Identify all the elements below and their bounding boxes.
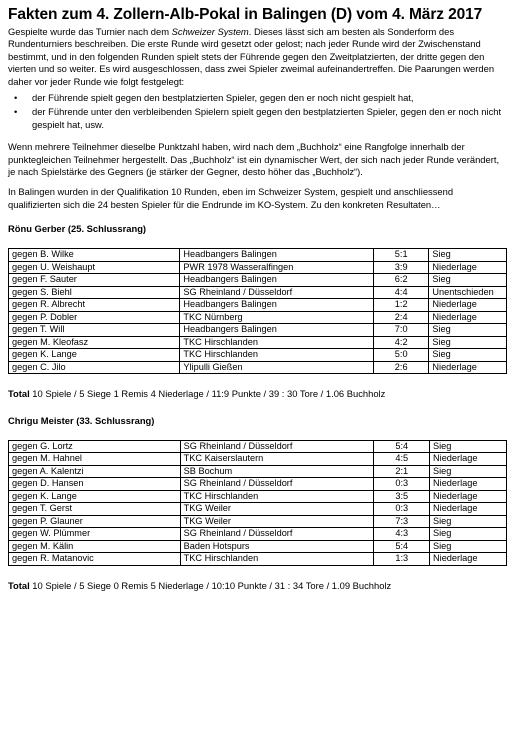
score-cell: 2:1: [374, 465, 430, 478]
table-row: [9, 515, 507, 528]
total-line-gerber: [8, 388, 507, 400]
opponent-cell: gegen M. Kälin: [9, 540, 181, 553]
table-row: [9, 440, 507, 453]
table-row: [9, 249, 507, 262]
list-item: • der Führende unter den verbleibenden Spielern spielt gegen den bestplatzierten Spieler, gegen den er noch nicht gespielt hat, usw.: [8, 106, 507, 131]
opponent-cell: gegen R. Matanovic: [9, 553, 181, 566]
club-cell: TKC Hirschlanden: [180, 349, 374, 362]
opponent-cell: gegen M. Kleofasz: [9, 336, 180, 349]
total-text: 10 Spiele / 5 Siege 1 Remis 4 Niederlage / 11:9 Punkte / 39 : 30 Tore / 1.06 Buchholz: [29, 388, 386, 400]
result-cell: Sieg: [429, 324, 507, 337]
opponent-cell: gegen K. Lange: [9, 349, 180, 362]
opponent-cell: gegen F. Sauter: [9, 274, 180, 287]
opponent-cell: gegen W. Plümmer: [9, 528, 181, 541]
result-cell: Sieg: [429, 336, 507, 349]
result-cell: Sieg: [430, 515, 507, 528]
result-cell: Unentschieden: [429, 286, 507, 299]
club-cell: SG Rheinland / Düsseldorf: [180, 478, 374, 491]
list-item: • der Führende spielt gegen den bestplatzierten Spieler, gegen den er noch nicht gespielt hat,: [8, 92, 507, 104]
opponent-cell: gegen U. Weishaupt: [9, 261, 180, 274]
player-heading-gerber: Rönu Gerber (25. Schlussrang): [8, 223, 147, 235]
score-cell: 5:4: [374, 440, 430, 453]
opponent-cell: gegen T. Gerst: [9, 503, 181, 516]
club-cell: SG Rheinland / Düsseldorf: [180, 286, 374, 299]
club-cell: Headbangers Balingen: [180, 249, 374, 262]
opponent-cell: gegen M. Hahnel: [9, 453, 181, 466]
score-cell: 4:4: [373, 286, 428, 299]
table-row: [9, 274, 507, 287]
opponent-cell: gegen S. Biehl: [9, 286, 180, 299]
score-cell: 5:0: [373, 349, 428, 362]
club-cell: SG Rheinland / Düsseldorf: [180, 528, 374, 541]
club-cell: TKG Weiler: [180, 503, 374, 516]
result-cell: Niederlage: [429, 311, 507, 324]
score-cell: 2:6: [373, 361, 428, 374]
opponent-cell: gegen T. Will: [9, 324, 180, 337]
club-cell: Headbangers Balingen: [180, 324, 374, 337]
score-cell: 1:2: [373, 299, 428, 312]
club-cell: SG Rheinland / Düsseldorf: [180, 440, 374, 453]
opponent-cell: gegen B. Wilke: [9, 249, 180, 262]
opponent-cell: gegen G. Lortz: [9, 440, 181, 453]
result-cell: Sieg: [430, 440, 507, 453]
total-label: Total: [8, 388, 30, 400]
club-cell: Headbangers Balingen: [180, 299, 374, 312]
result-cell: Sieg: [430, 528, 507, 541]
table-row: [9, 324, 507, 337]
table-row: [9, 478, 507, 491]
total-text: 10 Spiele / 5 Siege 0 Remis 5 Niederlage / 10:10 Punkte / 31 : 34 Tore / 1.09 Buchholz: [29, 579, 392, 591]
intro-text-start: Gespielte wurde das Turnier nach dem: [8, 26, 172, 37]
score-cell: 4:5: [374, 453, 430, 466]
club-cell: Baden Hotspurs: [180, 540, 374, 553]
result-cell: Sieg: [429, 249, 507, 262]
table-row: [9, 503, 507, 516]
result-cell: Niederlage: [430, 490, 507, 503]
opponent-cell: gegen P. Dobler: [9, 311, 180, 324]
table-row: [9, 286, 507, 299]
table-row: [9, 311, 507, 324]
results-table-gerber: [8, 248, 507, 374]
club-cell: TKC Nürnberg: [180, 311, 374, 324]
club-cell: PWR 1978 Wasseralfingen: [180, 261, 374, 274]
score-cell: 7:3: [374, 515, 430, 528]
opponent-cell: gegen D. Hansen: [9, 478, 181, 491]
table-row: [9, 261, 507, 274]
club-cell: Headbangers Balingen: [180, 274, 374, 287]
table-row: [9, 349, 507, 362]
opponent-cell: gegen A. Kalentzi: [9, 465, 181, 478]
club-cell: TKG Weiler: [180, 515, 374, 528]
table-row: [9, 490, 507, 503]
result-cell: Niederlage: [429, 261, 507, 274]
score-cell: 3:5: [374, 490, 430, 503]
result-cell: Niederlage: [430, 453, 507, 466]
result-cell: Sieg: [430, 465, 507, 478]
table-row: [9, 540, 507, 553]
score-cell: 6:2: [373, 274, 428, 287]
score-cell: 3:9: [373, 261, 428, 274]
score-cell: 0:3: [374, 503, 430, 516]
club-cell: TKC Hirschlanden: [180, 490, 374, 503]
result-cell: Sieg: [429, 274, 507, 287]
score-cell: 0:3: [374, 478, 430, 491]
balingen-paragraph: In Balingen wurden in der Qualifikation 10 Runden, eben im Schweizer System, gespielt und anschliessend qualifizierten sich die 24 besten Spieler für die Endrunde im KO-System. Zu den konkreten Resultaten…: [8, 186, 454, 210]
intro-emphasis: Schweizer System: [171, 26, 249, 37]
score-cell: 5:1: [373, 249, 428, 262]
opponent-cell: gegen K. Lange: [9, 490, 181, 503]
opponent-cell: gegen R. Albrecht: [9, 299, 180, 312]
score-cell: 5:4: [374, 540, 430, 553]
buchholz-paragraph: Wenn mehrere Teilnehmer dieselbe Punktzahl haben, wird nach dem „Buchholz“ eine Rangfolge innerhalb der punktegleichen Teilnehmer hergestellt. Das „Buchholz“ ist ein dynamischer Wert, der sich nach jeder Runde verändert, je nach Spielstärke des Gegners (je stärker der Gegner, desto höher das „Buchholz“).: [8, 141, 500, 178]
table-row: [9, 528, 507, 541]
intro-paragraph: [8, 26, 507, 88]
opponent-cell: gegen P. Glauner: [9, 515, 181, 528]
result-cell: Sieg: [430, 540, 507, 553]
table-row: [9, 465, 507, 478]
club-cell: SB Bochum: [180, 465, 374, 478]
score-cell: 2:4: [373, 311, 428, 324]
total-line-meister: [8, 580, 507, 592]
score-cell: 1:3: [374, 553, 430, 566]
result-cell: Niederlage: [430, 553, 507, 566]
results-table-meister: [8, 440, 507, 566]
result-cell: Niederlage: [429, 299, 507, 312]
score-cell: 7:0: [373, 324, 428, 337]
result-cell: Niederlage: [430, 478, 507, 491]
player-heading-meister: Chrigu Meister (33. Schlussrang): [8, 414, 155, 426]
table-row: [9, 361, 507, 374]
club-cell: TKC Hirschlanden: [180, 336, 374, 349]
table-row: [9, 453, 507, 466]
score-cell: 4:2: [373, 336, 428, 349]
club-cell: TKC Hirschlanden: [180, 553, 374, 566]
intro-text-end: . Dieses lässt sich am besten als Sonderform des Rundenturniers beschreiben. Die erste Runde wird gesetzt oder gelost; nach jeder Runde wird der Zwischenstand bestimmt, und in den folgenden Runden spielt stets der Führende gegen den Zweitplatzierten, der dritte gegen den vierten und so weiter. Es wird ausgeschlossen, dass zwei Spieler zweimal aufeinandertreffen. Die Paarungen werden daher vor jeder Runde wie folgt festgelegt:: [8, 26, 495, 87]
total-label: Total: [8, 579, 30, 591]
club-cell: TKC Kaiserslautern: [180, 453, 374, 466]
result-cell: Niederlage: [430, 503, 507, 516]
result-cell: Sieg: [429, 349, 507, 362]
club-cell: Ylipulli Gießen: [180, 361, 374, 374]
page-title: Fakten zum 4. Zollern-Alb-Pokal in Balingen (D) vom 4. März 2017: [8, 6, 483, 23]
score-cell: 4:3: [374, 528, 430, 541]
pairing-rules-list: [8, 92, 507, 131]
result-cell: Niederlage: [429, 361, 507, 374]
table-row: [9, 553, 507, 566]
opponent-cell: gegen C. Jilo: [9, 361, 180, 374]
table-row: [9, 336, 507, 349]
table-row: [9, 299, 507, 312]
